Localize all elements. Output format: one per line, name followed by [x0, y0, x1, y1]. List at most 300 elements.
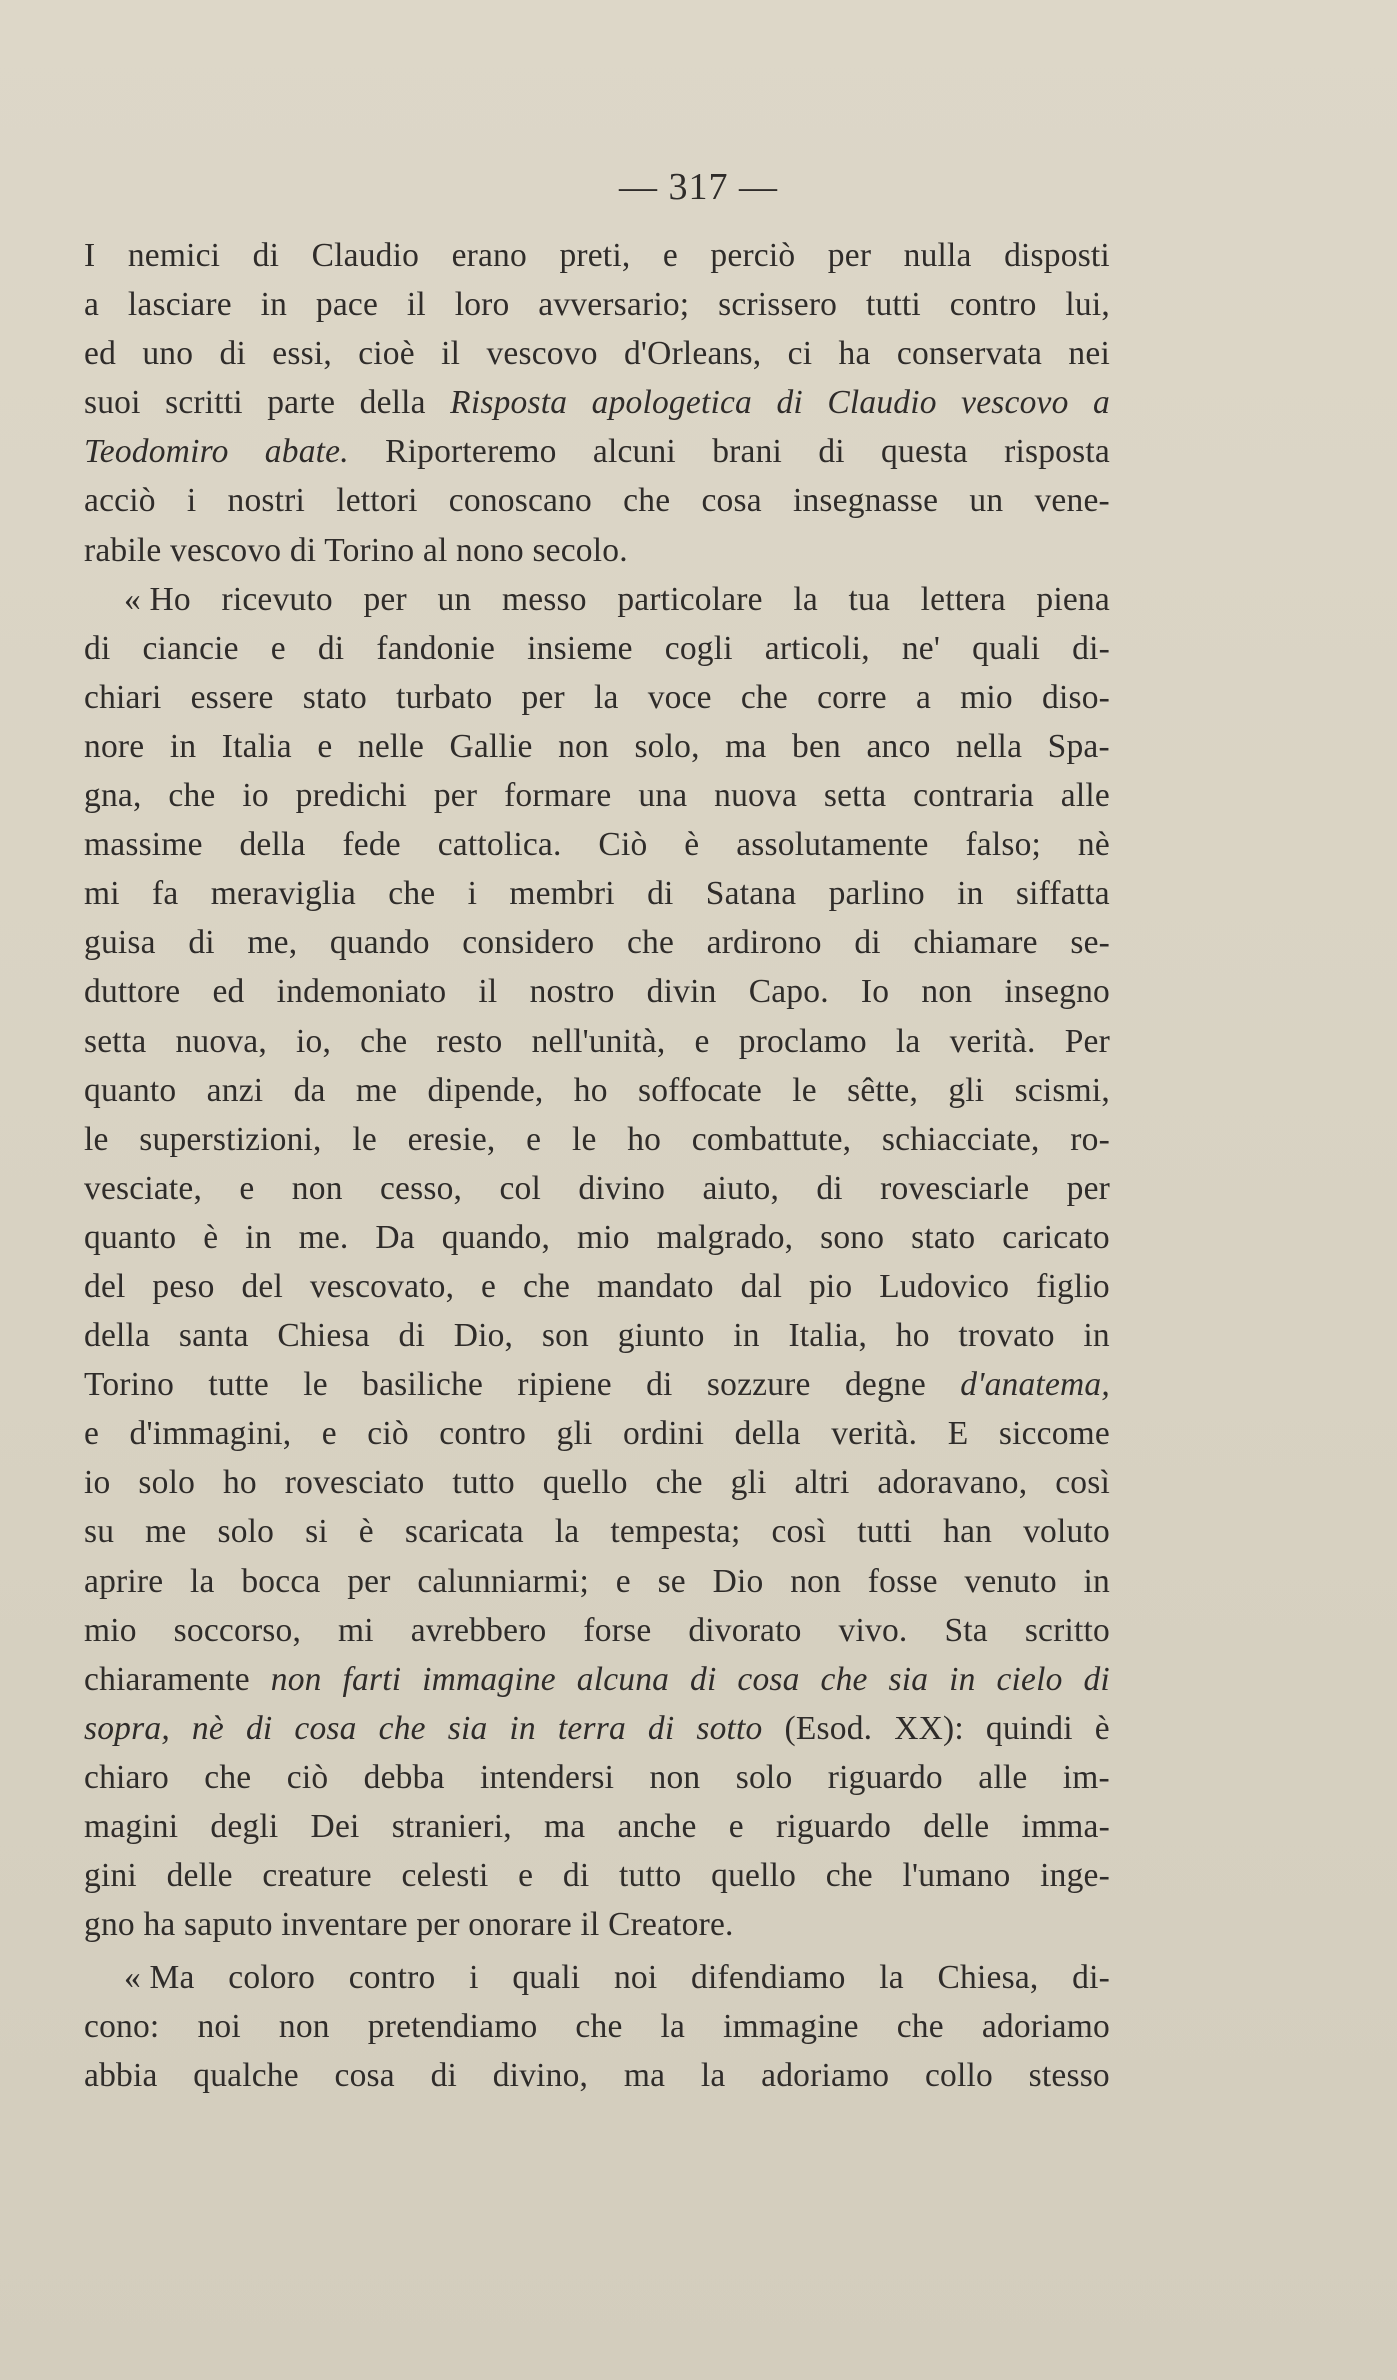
word: articoli,: [764, 629, 870, 667]
word: la: [660, 2008, 686, 2046]
word: ricevuto: [221, 580, 333, 618]
word: io: [84, 1464, 111, 1502]
word: solo: [217, 1513, 275, 1551]
word: che: [204, 1758, 252, 1796]
word: essi,: [272, 335, 332, 373]
text-line: [84, 526, 1110, 575]
word: nono: [456, 531, 524, 569]
word: Torino: [324, 531, 415, 569]
word: che: [575, 2008, 623, 2046]
word: divin: [646, 973, 717, 1011]
word: mio: [84, 1611, 137, 1649]
word: la: [594, 678, 619, 716]
text-line: [84, 280, 1110, 329]
word: inge-: [1040, 1857, 1110, 1895]
word: d'Orleans,: [623, 335, 762, 373]
text-line: [84, 1704, 1110, 1753]
word: falso;: [965, 826, 1042, 864]
word: Dio,: [453, 1317, 514, 1355]
word: Dio: [712, 1562, 764, 1600]
word: ma: [725, 727, 767, 765]
text-line: [84, 1655, 1110, 1704]
word: contro: [348, 1959, 436, 1997]
word: parlino: [828, 875, 925, 913]
word: massime: [84, 826, 203, 864]
word: di: [647, 875, 674, 913]
word: di: [562, 1857, 590, 1895]
word: fede: [342, 826, 401, 864]
word: chiari: [84, 678, 162, 716]
word: uno: [142, 335, 194, 373]
word: me: [145, 1513, 187, 1551]
word: le: [303, 1366, 328, 1404]
word: di: [289, 531, 317, 569]
italic-word: Claudio: [827, 384, 937, 422]
word: che: [896, 2008, 944, 2046]
word: e: [84, 1415, 100, 1453]
word: mio: [960, 678, 1013, 716]
word: quali: [512, 1959, 581, 1997]
word: giunto: [617, 1317, 705, 1355]
word: diso-: [1042, 678, 1110, 716]
word: nell'unità,: [531, 1022, 666, 1060]
word: ro-: [1070, 1120, 1110, 1158]
word: il: [406, 286, 426, 324]
word: chiamare: [913, 924, 1038, 962]
word: non: [558, 727, 609, 765]
word: divorato: [688, 1611, 802, 1649]
text-line: [84, 476, 1110, 525]
word: siffatta: [1015, 875, 1110, 913]
word: si: [305, 1513, 328, 1551]
word: di: [252, 237, 280, 274]
italic-word: alcuna: [576, 1660, 670, 1698]
word: adoravano,: [877, 1464, 1028, 1502]
word: in: [1083, 1317, 1110, 1355]
word: le: [792, 1071, 817, 1109]
word: stranieri,: [391, 1808, 512, 1845]
word: è: [203, 1218, 219, 1256]
word: intendersi: [480, 1758, 615, 1796]
word: erano: [451, 237, 527, 274]
word: di: [646, 1366, 673, 1404]
word: dipende,: [427, 1071, 544, 1109]
word: E: [947, 1415, 969, 1453]
word: nore: [84, 727, 145, 765]
word: su: [84, 1513, 115, 1551]
word: Sta: [944, 1611, 988, 1649]
word: e: [321, 1415, 337, 1453]
word: solo: [138, 1464, 196, 1502]
word: vene-: [1034, 482, 1110, 520]
text-line: [84, 378, 1110, 427]
word: peso: [152, 1267, 215, 1305]
word: cattolica.: [437, 826, 562, 864]
word: in: [169, 727, 197, 765]
word: combattute,: [691, 1120, 852, 1158]
text-line: [84, 673, 1110, 722]
word: lettori: [336, 482, 418, 520]
word: conoscano: [448, 482, 592, 520]
word: nuova: [714, 777, 798, 815]
word: che: [623, 482, 671, 520]
word: nuova,: [175, 1022, 267, 1060]
word: ben: [792, 727, 841, 765]
word: in: [245, 1218, 272, 1256]
word: acciò: [84, 482, 156, 520]
text-line: [84, 1953, 1110, 2002]
word: Claudio: [311, 237, 420, 274]
word: che: [825, 1857, 873, 1895]
word: di: [816, 1169, 843, 1207]
word: lui,: [1065, 286, 1110, 324]
word: cogli: [664, 629, 733, 667]
word: fa: [152, 875, 179, 913]
word: debba: [363, 1758, 445, 1796]
word: non: [649, 1758, 701, 1796]
body-text: [84, 231, 1110, 2101]
italic-word: sopra,: [84, 1709, 170, 1747]
word: che: [522, 1267, 571, 1305]
word: pretendiamo: [367, 2008, 538, 2046]
word: solo: [735, 1758, 793, 1796]
word: ma: [623, 2057, 666, 2095]
word: scritto: [1024, 1611, 1110, 1649]
text-line: [84, 1753, 1110, 1802]
word: la: [895, 1022, 921, 1060]
word: chiaramente: [84, 1660, 250, 1698]
word: se-: [1070, 924, 1110, 962]
page-number: — 317 —: [619, 166, 778, 208]
word: Capo.: [748, 973, 829, 1011]
word: che: [388, 875, 436, 913]
text-line: [84, 918, 1110, 967]
word: e: [317, 727, 333, 765]
word: la: [879, 1959, 904, 1997]
word: in: [1083, 1562, 1110, 1600]
word: di: [84, 629, 111, 667]
word: gli: [730, 1464, 767, 1502]
word: celesti: [401, 1857, 489, 1895]
text-line: [84, 1802, 1110, 1851]
word: im-: [1062, 1758, 1110, 1796]
word: messo: [501, 580, 587, 618]
word: i: [467, 875, 478, 913]
word: verità.: [949, 1022, 1036, 1060]
italic-word: di: [245, 1709, 273, 1747]
word: quindi: [985, 1709, 1073, 1747]
word: disposti: [1004, 237, 1110, 274]
word: anche: [617, 1808, 697, 1845]
word: scismi,: [1014, 1071, 1110, 1109]
word: è: [1094, 1709, 1110, 1747]
word: basiliche: [362, 1366, 484, 1404]
word: me,: [247, 924, 298, 962]
word: per: [347, 1562, 391, 1600]
word: nemici: [127, 237, 221, 274]
word: aiuto,: [702, 1169, 780, 1207]
text-line: [84, 2051, 1110, 2100]
word: considero: [462, 924, 595, 962]
word: della: [239, 826, 306, 864]
word: mandato: [596, 1267, 714, 1305]
word: Italia,: [788, 1317, 868, 1355]
word: verità.: [831, 1415, 918, 1453]
word: coloro: [228, 1959, 316, 1997]
word: che: [655, 1464, 703, 1502]
italic-word: in: [949, 1660, 976, 1698]
word: stato: [302, 678, 368, 716]
word: un: [969, 482, 1004, 520]
word: setta: [84, 1022, 147, 1060]
word: insieme: [527, 629, 633, 667]
word: il: [580, 1906, 600, 1944]
word: tutto: [619, 1857, 682, 1895]
italic-word: di: [776, 384, 803, 422]
word: mi: [84, 875, 120, 913]
word: ha: [838, 335, 871, 373]
word: tempesta;: [610, 1513, 741, 1551]
text-line: [84, 624, 1110, 673]
word: e: [518, 1857, 534, 1895]
word: il: [478, 973, 498, 1011]
word: di: [430, 2057, 458, 2095]
word: e: [239, 1169, 255, 1207]
word: nella: [956, 727, 1023, 765]
word: ci: [787, 335, 813, 373]
word: per: [433, 777, 478, 815]
word: i: [186, 482, 197, 520]
word: me.: [298, 1218, 349, 1256]
word: quando,: [441, 1218, 551, 1256]
word: è: [358, 1513, 374, 1551]
word: altri: [794, 1464, 850, 1502]
word: mio: [576, 1218, 630, 1256]
word: calunniarmi;: [417, 1562, 590, 1600]
word: a: [84, 286, 100, 324]
word: santa: [178, 1317, 249, 1355]
word: abbia: [84, 2057, 158, 2095]
word: collo: [924, 2057, 993, 2095]
word: trovato: [958, 1317, 1055, 1355]
word: Ludovico: [879, 1267, 1010, 1305]
italic-word: sia: [447, 1709, 488, 1747]
word: avrebbero: [410, 1611, 547, 1649]
word: adoriamo: [761, 2057, 890, 2095]
word: Io: [860, 973, 890, 1011]
word: pio: [808, 1267, 853, 1305]
word: sono: [820, 1218, 885, 1256]
text-line: [84, 427, 1110, 476]
word: pace: [315, 286, 379, 324]
word: forse: [583, 1611, 652, 1649]
word: vescovo: [486, 335, 598, 373]
word: della: [734, 1415, 801, 1453]
word: lasciare: [127, 286, 232, 324]
word: contraria: [913, 777, 1034, 815]
word: « Ho: [124, 580, 191, 618]
word: e: [728, 1808, 744, 1845]
word: riguardo: [775, 1808, 892, 1845]
text-line: [84, 1606, 1110, 1655]
word: lettera: [920, 580, 1006, 618]
word: duttore: [84, 973, 181, 1011]
word: non: [921, 973, 973, 1011]
text-line: [84, 1557, 1110, 1606]
word: di: [317, 629, 345, 667]
word: col: [499, 1169, 541, 1207]
word: è: [684, 826, 700, 864]
word: delle: [166, 1857, 233, 1895]
word: mi: [338, 1611, 374, 1649]
word: inventare: [281, 1906, 408, 1944]
word: ardirono: [706, 924, 822, 962]
word: Gallie: [449, 727, 533, 765]
word: quali: [972, 629, 1041, 667]
word: onorare: [468, 1906, 572, 1944]
word: contro: [949, 286, 1037, 324]
italic-word: di: [690, 1660, 717, 1698]
word: nelle: [357, 727, 425, 765]
word: han: [943, 1513, 993, 1551]
word: di-: [1072, 1959, 1110, 1997]
word: contro: [439, 1415, 527, 1453]
word: nè: [1077, 826, 1110, 864]
word: vescovo: [170, 531, 282, 569]
word: avversario;: [538, 286, 690, 324]
text-line: [84, 1311, 1110, 1360]
italic-word: che: [820, 1660, 868, 1698]
word: (Esod.: [784, 1709, 873, 1747]
word: noi: [197, 2008, 241, 2046]
word: brani: [712, 433, 783, 471]
word: insegnasse: [792, 482, 939, 520]
text-line: [84, 2002, 1110, 2051]
word: meraviglia: [210, 875, 356, 913]
italic-word: apologetica: [591, 384, 752, 422]
word: Riporteremo: [385, 433, 557, 471]
word: alle: [1060, 777, 1110, 815]
word: proclamo: [738, 1022, 867, 1060]
word: quello: [711, 1857, 797, 1895]
word: perciò: [710, 237, 796, 274]
word: ho: [573, 1071, 608, 1109]
word: ma: [543, 1808, 586, 1845]
word: delle: [923, 1808, 990, 1845]
word: superstizioni,: [139, 1120, 322, 1158]
word: Satana: [705, 875, 797, 913]
word: nostri: [227, 482, 306, 520]
word: saputo: [184, 1906, 273, 1944]
word: non: [291, 1169, 343, 1207]
italic-word: d'anatema,: [960, 1366, 1110, 1404]
italic-word: che: [378, 1709, 426, 1747]
word: tua: [848, 580, 891, 618]
word: e: [481, 1267, 497, 1305]
italic-word: sotto: [696, 1709, 763, 1747]
word: quando: [329, 924, 430, 962]
word: e: [526, 1120, 542, 1158]
word: degne: [844, 1366, 926, 1404]
word: indemoniato: [276, 973, 447, 1011]
word: che: [626, 924, 675, 962]
italic-word: Risposta: [450, 384, 568, 422]
word: ciò: [367, 1415, 409, 1453]
word: questa: [881, 433, 968, 471]
word: divino,: [492, 2057, 589, 2095]
word: quello: [542, 1464, 628, 1502]
word: bocca: [241, 1562, 321, 1600]
word: voce: [647, 678, 712, 716]
word: ne': [901, 629, 941, 667]
word: son: [541, 1317, 589, 1355]
word: gna,: [84, 777, 142, 815]
word: la: [793, 580, 818, 618]
word: del: [84, 1267, 126, 1305]
word: di: [188, 924, 215, 962]
word: vivo.: [838, 1611, 908, 1649]
text-line: [84, 1360, 1110, 1409]
word: Italia: [221, 727, 292, 765]
word: piena: [1036, 580, 1110, 618]
word: il: [441, 335, 461, 373]
word: me: [355, 1071, 398, 1109]
word: voluto: [1023, 1513, 1110, 1551]
word: schiacciate,: [881, 1120, 1040, 1158]
italic-word: nè: [191, 1709, 224, 1747]
italic-word: abate.: [264, 433, 349, 471]
word: venuto: [964, 1562, 1057, 1600]
word: di: [398, 1317, 425, 1355]
word: una: [638, 777, 688, 815]
word: un: [437, 580, 472, 618]
text-line: [84, 820, 1110, 869]
italic-word: non: [270, 1660, 322, 1698]
word: che: [168, 777, 216, 815]
word: in: [957, 875, 984, 913]
word: eresie,: [407, 1120, 496, 1158]
word: ripiene: [517, 1366, 612, 1404]
word: aprire: [84, 1562, 164, 1600]
word: malgrado,: [656, 1218, 794, 1256]
word: sêtte,: [847, 1071, 919, 1109]
italic-word: terra: [557, 1709, 626, 1747]
word: rovesciarle: [880, 1169, 1030, 1207]
word: Creatore.: [608, 1906, 734, 1944]
word: di-: [1072, 629, 1110, 667]
text-line: [84, 1851, 1110, 1900]
word: la: [554, 1513, 580, 1551]
word: qualche: [193, 2057, 299, 2095]
word: per: [827, 237, 872, 274]
word: preti,: [559, 237, 631, 274]
text-line: [84, 1213, 1110, 1262]
word: cosa: [701, 482, 762, 520]
word: ciancie: [142, 629, 239, 667]
text-line: [84, 869, 1110, 918]
word: alcuni: [592, 433, 676, 471]
word: difendiamo: [691, 1959, 846, 1997]
italic-word: cosa: [737, 1660, 800, 1698]
word: che: [740, 678, 788, 716]
word: di: [854, 924, 881, 962]
word: Da: [375, 1218, 415, 1256]
word: conservata: [896, 335, 1043, 373]
word: ho: [222, 1464, 257, 1502]
word: guisa: [84, 924, 156, 962]
word: membri: [509, 875, 615, 913]
word: gli: [556, 1415, 593, 1453]
